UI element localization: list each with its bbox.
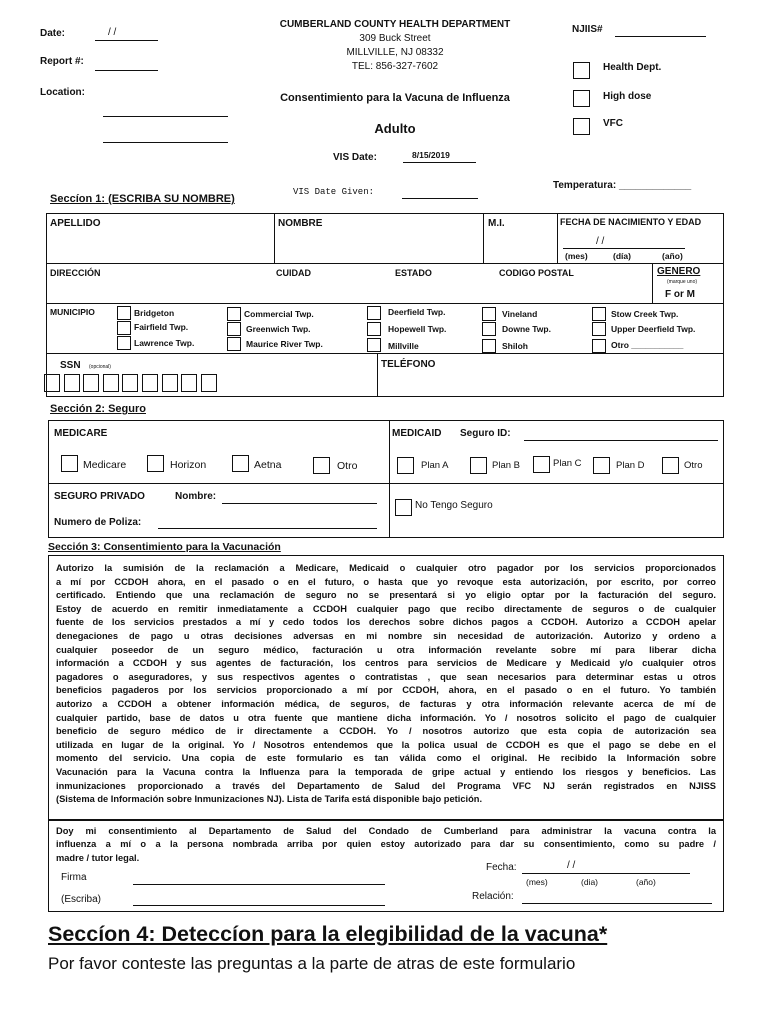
shiloh-label: Shiloh [502,341,528,351]
authorization-line: Vacunación para la Vacuna contra la Influenza para la temporada de gripe actual y entiendo los riesgos y beneficios. Las [56,767,716,777]
otro-municipio-label: Otro ___________ [611,340,684,350]
commercial-label: Commercial Twp. [244,309,314,319]
vineland-label: Vineland [502,309,538,319]
lawrence-label: Lawrence Twp. [134,338,195,348]
plan-b-checkbox[interactable] [470,457,487,474]
privado-nombre-label: Nombre: [175,491,217,502]
njiis-field[interactable] [615,24,706,37]
municipio-label: MUNICIPIO [50,307,95,317]
privado-nombre-field[interactable] [222,491,377,504]
fecha-field[interactable] [522,861,690,874]
date-field[interactable] [95,28,158,41]
njiis-label: NJIIS# [572,24,603,35]
lawrence-checkbox[interactable] [117,336,131,350]
seguro-privado-label: SEGURO PRIVADO [54,491,145,502]
dob-label: FECHA DE NACIMIENTO Y EDAD [560,217,702,227]
section4-subtitle: Por favor conteste las preguntas a la parte de atras de este formulario [48,954,576,973]
ssn-digit-box[interactable] [181,374,197,392]
escriba-label: (Escriba) [61,894,102,905]
maurice-label: Maurice River Twp. [246,339,323,349]
authorization-line: información a CCDOH y sus agentes de facturación, los centros para servicios de Medicare y Medicaid y/o cualquier otros [56,658,716,669]
consent-line: influenza a mí o a la persona nombrada arriba por quien estoy autorizado para dar su consentimiento, como su padre / [56,839,716,850]
upper-deerfield-label: Upper Deerfield Twp. [611,324,696,334]
vfc-checkbox[interactable] [573,118,590,135]
location-label: Location: [40,87,85,98]
mi-label: M.I. [488,218,505,229]
greenwich-label: Greenwich Twp. [246,324,311,334]
escriba-field[interactable] [133,893,385,906]
estado-label: ESTADO [395,268,432,278]
fecha-slashes: / / [567,860,576,871]
vfc-label: VFC [603,118,623,129]
otro-municipio-checkbox[interactable] [592,339,606,353]
dob-ano: (año) [662,251,683,261]
seguro-id-field[interactable] [524,428,718,441]
authorization-line: momento del servicio. Una copia de este formulario es tan válida como el original. He recibido la Información sobre [56,753,716,764]
plan-a-checkbox[interactable] [397,457,414,474]
plan-d-label: Plan D [616,460,645,471]
dob-slashes: / / [596,236,605,247]
vineland-checkbox[interactable] [482,307,496,321]
date-slashes: / / [108,27,117,38]
firma-field[interactable] [133,872,385,885]
ssn-digit-box[interactable] [162,374,178,392]
ssn-digit-box[interactable] [201,374,217,392]
medicare-otro-checkbox[interactable] [313,457,330,474]
section3-title: Sección 3: Consentimiento para la Vacunación [48,541,281,553]
fecha-dia: (dia) [581,877,599,887]
medicaid-otro-checkbox[interactable] [662,457,679,474]
firma-label: Firma [61,872,87,883]
shiloh-checkbox[interactable] [482,339,496,353]
genero-note: (marque uno) [667,279,698,285]
dept-street: 309 Buck Street [359,33,431,44]
millville-checkbox[interactable] [367,338,381,352]
hopewell-checkbox[interactable] [367,322,381,336]
authorization-line: utilizada en lugar de la original. Yo / Nosotros entendemos que la polica usual de CCDOH es que el pago se debe en el [56,739,716,750]
ssn-note: (opcional) [89,364,111,370]
bridgeton-checkbox[interactable] [117,306,131,320]
codigo-label: CODIGO POSTAL [499,268,574,278]
downe-checkbox[interactable] [482,322,496,336]
ssn-digit-box[interactable] [83,374,99,392]
authorization-line: a mí por CCDOH ahora, en el pasado o en el futuro, o hasta que yo revoque esta autorización, por escrito, por correo [56,576,716,587]
apellido-label: APELLIDO [50,218,101,229]
authorization-line: pagadores o aseguradores, y sus respectivos agentes o contratistas , que sean necesarios para determinar estas u otros [56,671,716,682]
medicare-opt-label: Medicare [83,459,127,471]
genero-label: GENERO [657,266,701,277]
consent-line: Doy mi consentimiento al Departamento de Salud del Condado de Cumberland para administrar la vacuna contra la [56,826,716,836]
authorization-line: fuente de los servicios prestados a mí y cedo todos los derechos sobre dichos pagos a CCDOH. Autorizo a CCDOH apelar [56,617,716,628]
ssn-label: SSN [60,360,81,371]
authorization-line: inmunizaciones proporcionado a través del Departamento de Salud del Programa VFC NJ serán registrados en NJISS [56,780,716,791]
aetna-label: Aetna [254,459,282,471]
health-dept-label: Health Dept. [603,62,662,73]
horizon-checkbox[interactable] [147,455,164,472]
plan-c-label: Plan C [553,458,582,469]
nombre-label: NOMBRE [278,218,323,229]
poliza-label: Numero de Poliza: [54,517,142,528]
f-or-m[interactable]: F or M [665,289,695,300]
date-label: Date: [40,28,66,39]
dept-tel: TEL: 856-327-7602 [351,61,439,72]
bridgeton-label: Bridgeton [134,308,175,318]
report-field[interactable] [95,58,158,71]
fecha-ano: (año) [636,877,656,887]
dob-dia: (día) [613,251,631,261]
section2-title: Sección 2: Seguro [50,403,146,415]
no-seguro-label: No Tengo Seguro [415,500,493,511]
dob-field[interactable] [563,236,685,249]
dept-city: MILLVILLE, NJ 08332 [346,47,444,58]
authorization-line: beneficios pagaderos por los servicios proporcionado a mí por CCDOH, ahora, en el pasado o en el futuro. Yo también [56,685,716,696]
hopewell-label: Hopewell Twp. [388,324,447,334]
downe-label: Downe Twp. [502,324,551,334]
high-dose-label: High dose [603,91,652,102]
ssn-digit-box[interactable] [64,374,80,392]
ssn-digit-box[interactable] [142,374,158,392]
vis-date-value: 8/15/2019 [412,150,450,160]
upper-deerfield-checkbox[interactable] [592,322,606,336]
deerfield-checkbox[interactable] [367,306,381,320]
section4-title: Seccíon 4: Deteccíon para la elegibilidad de la vacuna* [48,922,608,946]
authorization-line: autorizo a CCDOH a obtener información médica, de seguros, de facturas y otra información relevante acerca de mí de [56,699,716,709]
report-label: Report #: [40,56,84,67]
maurice-checkbox[interactable] [227,337,241,351]
medicare-label: MEDICARE [54,428,108,439]
fecha-label: Fecha: [486,862,517,873]
medicare-checkbox[interactable] [61,455,78,472]
authorization-line: (Sistema de Información sobre Inmunizaciones NJ). Lista de Tarifa está disponible bajo petición. [56,794,483,805]
plan-b-label: Plan B [492,460,520,471]
medicaid-otro-label: Otro [684,460,703,471]
relacion-field[interactable] [522,891,712,904]
authorization-line: denegaciones de pago u otras decisiones adversas en mi nombre sin necesidad de autorización. Autorizo y ordeno a [56,631,716,641]
direccion-label: DIRECCIÓN [50,268,101,278]
stow-creek-checkbox[interactable] [592,307,606,321]
authorization-line: certificado. Entiendo que una reclamación de seguro no se presentará si yo eligio optar por la facturación del seguro. [56,590,716,601]
dob-mes: (mes) [565,251,588,261]
authorization-line: cualquier poseedor de un seguro médico, facturación u otra información revelante sobre mí para liberar dicha [56,644,716,655]
authorization-line: beneficio de seguro médico de ir directamente a CCDOH. Yo / nosotros autorizo que esta copia de autorización sea [56,726,716,737]
ssn-digit-box[interactable] [44,374,60,392]
vis-given-field[interactable] [402,187,478,199]
health-dept-checkbox[interactable] [573,62,590,79]
poliza-field[interactable] [158,516,377,529]
vis-date-label: VIS Date: [333,152,377,163]
authorization-line: Autorizo la sumisión de la reclamación a Medicare, Medicaid o cualquier otro pagador por los servicios proporcionados [56,563,716,573]
fairfield-checkbox[interactable] [117,321,131,335]
aetna-checkbox[interactable] [232,455,249,472]
telefono-label: TELÉFONO [381,359,436,370]
plan-c-checkbox[interactable] [533,456,550,473]
medicaid-label: MEDICAID [392,428,442,439]
location-field-1[interactable] [103,104,228,117]
consent-line: madre / tutor legal. [56,852,140,863]
stow-creek-label: Stow Creek Twp. [611,309,679,319]
seguro-id-label: Seguro ID: [460,428,511,439]
plan-a-label: Plan A [421,460,449,471]
deerfield-label: Deerfield Twp. [388,307,446,317]
medicare-otro-label: Otro [337,460,358,472]
no-seguro-checkbox[interactable] [395,499,412,516]
plan-d-checkbox[interactable] [593,457,610,474]
vis-given-label: VIS Date Given: [293,187,375,197]
cuidad-label: CUIDAD [276,268,311,278]
ssn-digit-box[interactable] [103,374,119,392]
horizon-label: Horizon [170,459,207,471]
authorization-line: cualquier partido, base de datos u otra fuente que mantiene dicha información. Yo / nosotros solicito el pago de cualquier [56,712,716,723]
authorization-line: Estoy de acuerdo en remitir inmediatamente a CCDOH cualquier pago que recibo directamente de seguros o de cualquier [56,603,716,614]
greenwich-checkbox[interactable] [227,322,241,336]
fairfield-label: Fairfield Twp. [134,322,189,332]
relacion-label: Relación: [472,891,514,902]
section1-title: Seccíon 1: (ESCRIBA SU NOMBRE) [50,193,235,205]
high-dose-checkbox[interactable] [573,90,590,107]
fecha-mes: (mes) [526,877,548,887]
ssn-digit-box[interactable] [122,374,138,392]
commercial-checkbox[interactable] [227,307,241,321]
form-title: Consentimiento para la Vacuna de Influenza [280,92,510,104]
location-field-2[interactable] [103,130,228,143]
millville-label: Millville [388,341,419,351]
temperature-label: Temperatura: _____________ [553,180,692,191]
adult-label: Adulto [374,121,416,136]
dept-name: CUMBERLAND COUNTY HEALTH DEPARTMENT [279,19,511,30]
